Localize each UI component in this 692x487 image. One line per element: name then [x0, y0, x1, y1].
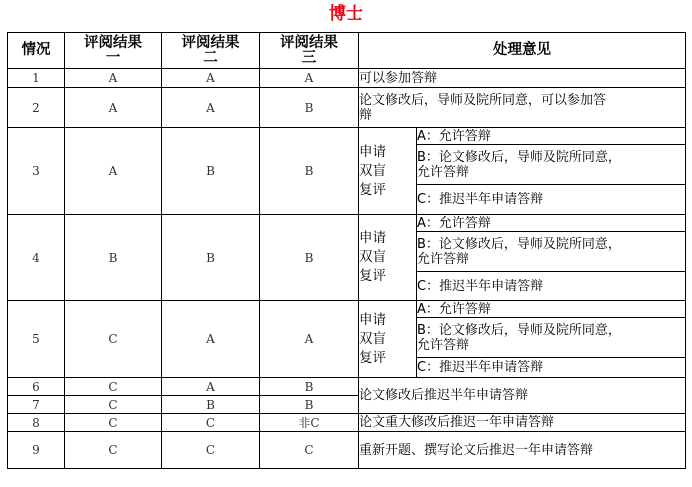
header-review-2-line1: 评阅结果 [181, 34, 240, 51]
header-row [8, 33, 686, 69]
option-b-line1: B：论文修改后，导师及院所同意， [417, 322, 621, 338]
review-2-cell: C [162, 432, 260, 469]
situation-cell: 2 [8, 88, 65, 128]
review-3-cell: B [260, 396, 359, 414]
review-2-cell: A [162, 378, 260, 396]
situation-cell: 9 [8, 432, 65, 469]
blind-review-label-line1: 申请 [359, 143, 386, 160]
header-situation: 情况 [8, 33, 65, 69]
review-2-cell: A [162, 69, 260, 88]
option-a: A：允许答辩 [417, 301, 686, 318]
table-row [8, 69, 686, 88]
review-3-cell: A [260, 301, 359, 378]
review-3-cell: B [260, 88, 359, 128]
review-1-cell: A [65, 69, 162, 88]
blind-review-label-line1: 申请 [359, 311, 386, 328]
review-3-cell: B [260, 128, 359, 215]
header-handling: 处理意见 [359, 33, 686, 69]
review-3-cell: C [260, 432, 359, 469]
review-2-cell: B [162, 128, 260, 215]
opinion-cell [359, 88, 686, 128]
review-1-cell: A [65, 88, 162, 128]
blind-review-label-line3: 复评 [359, 268, 386, 284]
review-1-cell: B [65, 215, 162, 301]
review-2-cell: A [162, 88, 260, 128]
option-b-line1: B：论文修改后，导师及院所同意， [417, 149, 621, 165]
table-row [8, 432, 686, 469]
option-c: C：推迟半年申请答辩 [417, 185, 686, 215]
review-1-cell: C [65, 414, 162, 432]
review-2-cell: C [162, 414, 260, 432]
opinion-cell: 可以参加答辩 [359, 69, 686, 88]
review-2-cell: B [162, 215, 260, 301]
header-review-2 [162, 33, 260, 69]
header-review-1 [65, 33, 162, 69]
review-result-table [7, 32, 686, 469]
table-row [8, 378, 686, 396]
table-row [8, 301, 686, 318]
table-row [8, 88, 686, 128]
option-b-line2: 允许答辩 [417, 337, 470, 353]
option-b-line1: B：论文修改后，导师及院所同意， [417, 236, 621, 252]
table-row [8, 414, 686, 432]
opinion-line-1: 论文修改后，导师及院所同意，可以参加答 [359, 92, 607, 108]
review-3-cell: 非C [260, 414, 359, 432]
option-b-line2: 允许答辩 [417, 164, 470, 180]
page-title: 博士 [329, 4, 363, 24]
review-2-cell: B [162, 396, 260, 414]
table-row [8, 128, 686, 145]
review-1-cell: C [65, 432, 162, 469]
situation-cell: 3 [8, 128, 65, 215]
option-b-line2: 允许答辩 [417, 251, 470, 267]
opinion-line-2: 辩 [359, 107, 373, 123]
review-2-cell: A [162, 301, 260, 378]
blind-review-label-line3: 复评 [359, 349, 386, 366]
review-1-cell: C [65, 301, 162, 378]
review-3-cell: B [260, 378, 359, 396]
header-review-3 [260, 33, 359, 69]
option-b [417, 145, 686, 185]
situation-cell: 1 [8, 69, 65, 88]
situation-cell: 8 [8, 414, 65, 432]
header-review-1-line2: 一 [105, 49, 121, 66]
option-c: C：推迟半年申请答辩 [417, 358, 686, 378]
blind-review-label-line2: 双盲 [359, 249, 386, 265]
review-1-cell: C [65, 378, 162, 396]
option-a: A：允许答辩 [417, 128, 686, 145]
option-a: A：允许答辩 [417, 215, 686, 232]
situation-cell: 5 [8, 301, 65, 378]
review-1-cell: C [65, 396, 162, 414]
blind-review-label-line1: 申请 [359, 230, 386, 246]
opinion-cell: 重新开题、撰写论文后推迟一年申请答辩 [359, 432, 686, 469]
blind-review-label-line2: 双盲 [359, 330, 386, 347]
header-review-3-line2: 三 [301, 49, 317, 66]
opinion-cell: 论文修改后推迟半年申请答辩 [359, 378, 686, 414]
header-review-1-line1: 评阅结果 [84, 34, 142, 51]
situation-cell: 7 [8, 396, 65, 414]
option-c: C：推迟半年申请答辩 [417, 272, 686, 301]
header-review-2-line2: 二 [203, 49, 218, 66]
situation-cell: 4 [8, 215, 65, 301]
situation-cell: 6 [8, 378, 65, 396]
blind-review-label [359, 301, 417, 378]
review-3-cell: A [260, 69, 359, 88]
blind-review-label [359, 128, 417, 215]
blind-review-label-line2: 双盲 [359, 162, 386, 179]
review-1-cell: A [65, 128, 162, 215]
blind-review-label-line3: 复评 [359, 181, 386, 198]
opinion-cell: 论文重大修改后推迟一年申请答辩 [359, 414, 686, 432]
option-b [417, 318, 686, 358]
table-row [8, 215, 686, 232]
blind-review-label [359, 215, 417, 301]
header-review-3-line1: 评阅结果 [280, 34, 338, 51]
option-b [417, 232, 686, 272]
review-3-cell: B [260, 215, 359, 301]
